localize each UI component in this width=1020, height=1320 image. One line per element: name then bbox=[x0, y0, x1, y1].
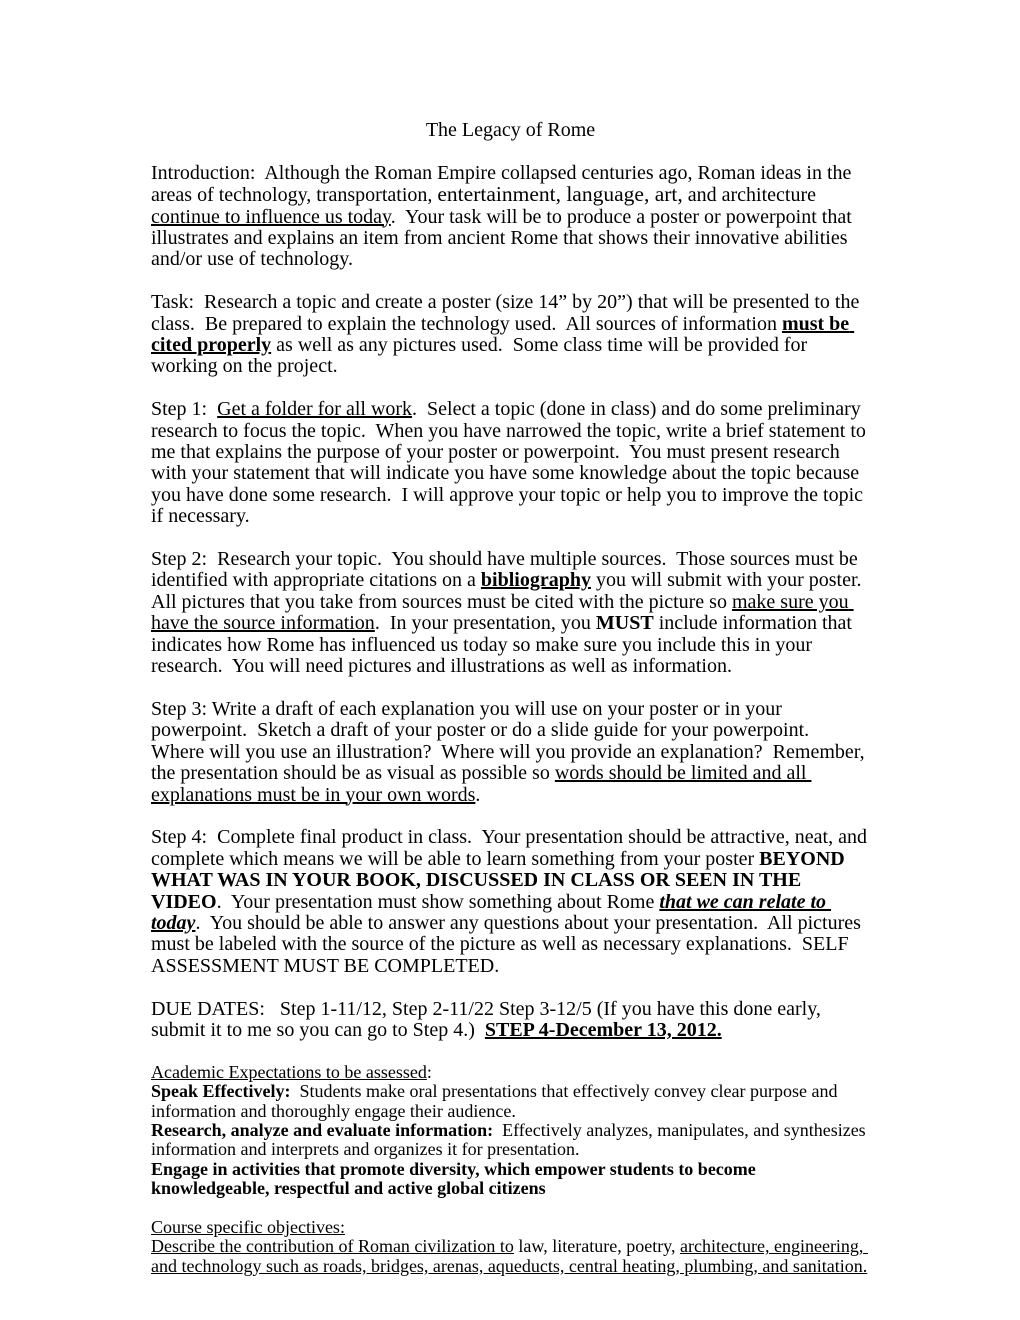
text-run: Engage in activities that promote diversity, which empower students to become knowledgeable, respectful and active global citizens bbox=[151, 1158, 761, 1199]
text-run: and architecture bbox=[682, 184, 822, 207]
text-run: continue to influence us today bbox=[151, 205, 391, 228]
text-run: . You should be able to answer any questions about your presentation. All pictures must be labeled with the source of the picture as well as necessary explanations. SELF ASSESSMENT MUST BE COMPLETED. bbox=[151, 911, 866, 977]
text-run: . bbox=[475, 783, 481, 806]
text-run: Introduction: Although the Roman Empire collapsed centuries ago, Roman ideas in the areas of technology, transportation, bbox=[151, 161, 857, 207]
paragraph bbox=[151, 549, 870, 677]
text-run: Step 3: Write a draft of each explanation you will use on your poster or in your powerpoint. Sketch a draft of your poster or do a slide guide for your powerpoint. Where will you use an illustration? Where will you provide an explanation? Remember, the presentation should be as visual as possible so bbox=[151, 697, 870, 785]
paragraph bbox=[151, 1121, 870, 1160]
text-run: Speak Effectively: bbox=[151, 1081, 291, 1102]
paragraph bbox=[151, 827, 870, 977]
text-run: Step 1: bbox=[151, 398, 218, 421]
text-run: architecture, engineering, and technology such as roads, bridges, arenas, aqueducts, central heating, plumbing, and sanitation. bbox=[151, 1236, 868, 1276]
paragraph bbox=[151, 399, 870, 527]
text-run: Effectively analyzes, manipulates, and synthesizes information and interprets and organizes it for presentation. bbox=[151, 1119, 871, 1160]
text-run: you will submit with your poster. All pictures that you take from sources must be cited with the picture so bbox=[151, 569, 871, 613]
text-run: Research, analyze and evaluate information: bbox=[151, 1119, 494, 1140]
text-run: MUST bbox=[595, 612, 654, 635]
paragraph bbox=[151, 163, 870, 271]
text-run: Get a folder for all work bbox=[217, 398, 413, 421]
paragraph bbox=[151, 1237, 870, 1276]
text-run: . Your presentation must show something about Rome bbox=[216, 890, 660, 913]
text-run: words should be limited and all explanations must be in your own words bbox=[151, 762, 812, 806]
text-run: make sure you have the source information bbox=[151, 590, 854, 635]
text-run: Step 4: Complete final product in class. Your presentation should be attractive, neat, and complete which means we will be able to learn something from your poster bbox=[151, 826, 872, 870]
text-run: Students make oral presentations that effectively convey clear purpose and information and thoroughly engage their audience. bbox=[151, 1081, 842, 1121]
paragraph bbox=[151, 699, 870, 806]
text-run: entertainment, language, art, bbox=[437, 182, 683, 207]
paragraph bbox=[151, 1063, 870, 1082]
text-run: BEYOND WHAT WAS IN YOUR BOOK, DISCUSSED IN CLASS OR SEEN IN THE VIDEO bbox=[151, 847, 850, 913]
text-run: must be cited properly bbox=[151, 312, 855, 357]
text-run: Describe the contribution of Roman civilization to bbox=[151, 1236, 514, 1257]
paragraph bbox=[151, 292, 870, 378]
text-run: as well as any pictures used. Some class time will be provided for working on the project. bbox=[151, 334, 813, 378]
text-run: law, literature, poetry, bbox=[513, 1236, 681, 1257]
text-run: that we can relate to today bbox=[151, 890, 832, 934]
paragraph bbox=[151, 1082, 870, 1121]
document-body bbox=[151, 163, 870, 1276]
text-run: bibliography bbox=[480, 569, 591, 592]
text-run: . Select a topic (done in class) and do some preliminary research to focus the topic. When you have narrowed the topic, write a brief statement to me that explains the purpose of your poster or powerpoint. You must present research with your statement that will indicate you have some knowledge about the topic because you have done some research. I will approve your topic or help you to improve the topic if necessary. bbox=[151, 398, 871, 528]
text-run: . In your presentation, you bbox=[374, 612, 596, 635]
paragraph bbox=[151, 1218, 870, 1237]
paragraph bbox=[151, 1160, 870, 1199]
document-title: The Legacy of Rome bbox=[425, 119, 596, 141]
text-run: STEP 4-December 13, 2012. bbox=[484, 1018, 722, 1041]
text-run: include information that indicates how Rome has influenced us today so make sure you include this in your research. You will need pictures and illustrations as well as information. bbox=[151, 612, 857, 678]
document-content bbox=[151, 120, 870, 1276]
text-run: . Your task will be to produce a poster or powerpoint that illustrates and explains an item from ancient Rome that shows their innovative abilities and/or use of technology. bbox=[151, 205, 857, 271]
text-run: Course specific objectives: bbox=[151, 1216, 345, 1237]
text-run: : bbox=[426, 1061, 432, 1082]
text-run: Step 2: Research your topic. You should have multiple sources. Those sources must be identified with appropriate citations on a bbox=[151, 548, 863, 592]
text-run: Academic Expectations to be assessed bbox=[151, 1061, 427, 1082]
text-run: DUE DATES: Step 1-11/12, Step 2-11/22 Step 3-12/5 (If you have this done early, submit it to me so you can go to Step 4.) bbox=[151, 997, 826, 1041]
paragraph bbox=[151, 999, 870, 1042]
text-run: Task: Research a topic and create a poster (size 14” by 20”) that will be presented to the class. Be prepared to explain the technology used. All sources of information bbox=[151, 291, 865, 335]
